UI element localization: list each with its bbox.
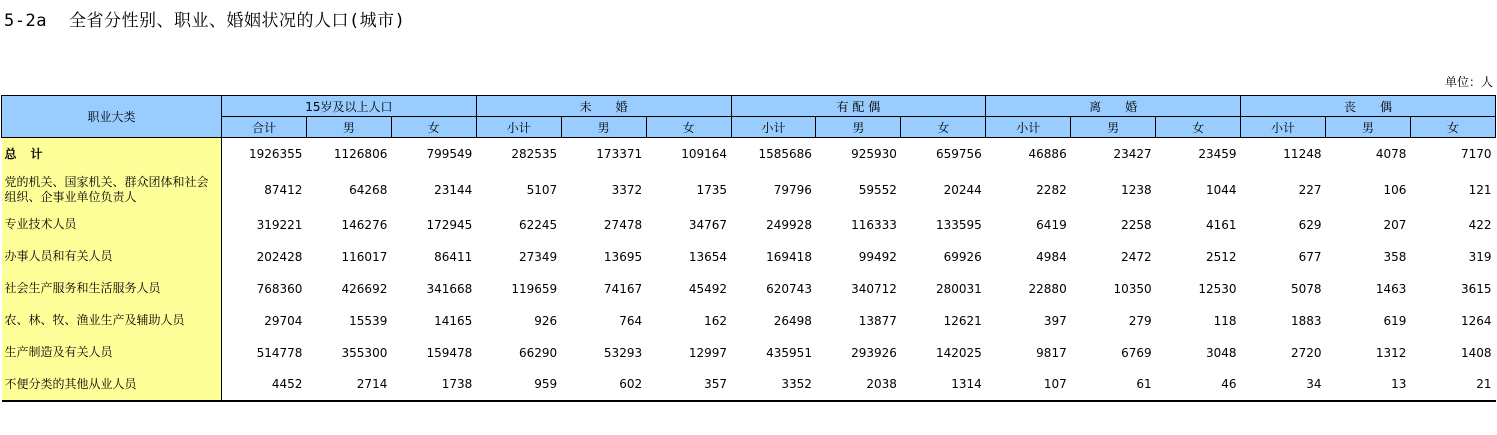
row-label: 农、林、牧、渔业生产及辅助人员 (2, 305, 222, 337)
table-cell: 23427 (1113, 147, 1152, 162)
table-cell: 4161 (1206, 217, 1237, 232)
table-cell: 2472 (1121, 249, 1152, 264)
table-cell: 13 (1325, 369, 1410, 401)
row-label: 办事人员和有关人员 (2, 241, 222, 273)
table-cell: 133595 (935, 217, 982, 232)
table-cell: 280031 (935, 281, 982, 296)
table-cell: 3352 (731, 369, 816, 401)
table-cell: 620743 (766, 281, 812, 296)
table-row (2, 241, 1496, 273)
column-header: 女 (1156, 117, 1241, 138)
table-cell: 162 (704, 313, 728, 328)
table-cell: 106 (1383, 182, 1407, 197)
table-cell: 227 (1298, 182, 1322, 197)
table-cell: 1044 (1206, 182, 1237, 197)
table-cell: 34 (1241, 369, 1326, 401)
table-cell: 53293 (603, 345, 643, 360)
column-header: 男 (1071, 117, 1156, 138)
table-cell: 119659 (511, 281, 558, 296)
table-cell: 1738 (391, 369, 476, 401)
table-row (2, 369, 1496, 401)
table-cell: 4078 (1375, 147, 1407, 162)
population-table (1, 95, 1496, 402)
column-header: 女 (391, 117, 476, 138)
stub-header: 职业大类 (2, 96, 222, 138)
table-row (2, 209, 1496, 241)
table-cell: 925930 (851, 147, 897, 162)
table-cell: 27478 (603, 217, 643, 232)
table-body (2, 138, 1496, 401)
group-header: 15岁及以上人口 (222, 96, 477, 117)
table-cell: 66290 (519, 345, 558, 360)
table-cell: 34767 (688, 217, 728, 232)
table-row (2, 138, 1496, 171)
table-cell: 422 (1468, 217, 1492, 232)
table-row (2, 337, 1496, 369)
table-cell: 45492 (688, 281, 728, 296)
table-cell: 2038 (816, 369, 901, 401)
table-cell: 87412 (264, 182, 303, 197)
table-cell: 3372 (611, 182, 643, 197)
table-cell: 61 (1071, 369, 1156, 401)
table-cell: 46 (1156, 369, 1241, 401)
column-header: 男 (1325, 117, 1410, 138)
table-cell: 3615 (1460, 281, 1492, 296)
table-cell: 62245 (519, 217, 558, 232)
row-label: 专业技术人员 (2, 209, 222, 241)
table-cell: 282535 (511, 147, 558, 162)
column-header: 小计 (986, 117, 1071, 138)
table-cell: 13654 (688, 249, 728, 264)
table-cell: 173371 (596, 147, 643, 162)
table-cell: 2282 (1036, 182, 1067, 197)
table-cell: 121 (1468, 182, 1492, 197)
table-cell: 69926 (943, 249, 982, 264)
table-cell: 3048 (1206, 345, 1237, 360)
table-cell: 12530 (1198, 281, 1237, 296)
table-cell: 116017 (341, 249, 388, 264)
table-cell: 5078 (1290, 281, 1322, 296)
table-cell: 926 (534, 313, 558, 328)
table-cell: 21 (1410, 369, 1495, 401)
table-cell: 172945 (426, 217, 473, 232)
group-header: 丧 偶 (1241, 96, 1496, 117)
column-header: 男 (816, 117, 901, 138)
table-cell: 23459 (1198, 147, 1237, 162)
table-cell: 340712 (851, 281, 897, 296)
table-cell: 159478 (426, 345, 473, 360)
table-cell: 9817 (1036, 345, 1067, 360)
table-cell: 677 (1298, 249, 1322, 264)
row-label: 生产制造及有关人员 (2, 337, 222, 369)
column-header: 合计 (222, 117, 307, 138)
table-cell: 764 (619, 313, 643, 328)
table-row (2, 305, 1496, 337)
table-cell: 319 (1468, 249, 1492, 264)
table-cell: 79796 (773, 182, 812, 197)
table-cell: 959 (476, 369, 561, 401)
table-cell: 279 (1128, 313, 1152, 328)
table-cell: 20244 (943, 182, 982, 197)
table-cell: 602 (561, 369, 646, 401)
page-title (4, 6, 405, 31)
table-row (2, 273, 1496, 305)
table-cell: 355300 (341, 345, 388, 360)
table-cell: 169418 (766, 249, 812, 264)
table-cell: 397 (1043, 313, 1067, 328)
table-cell: 12621 (943, 313, 982, 328)
table-cell: 6769 (1121, 345, 1152, 360)
table-cell: 118 (1213, 313, 1237, 328)
table-cell: 74167 (603, 281, 643, 296)
table-cell: 358 (1383, 249, 1407, 264)
table-cell: 1312 (1375, 345, 1407, 360)
table-code: 5-2a (4, 11, 47, 31)
column-header: 小计 (731, 117, 816, 138)
column-header: 小计 (476, 117, 561, 138)
group-header: 离 婚 (986, 96, 1241, 117)
table-cell: 64268 (349, 182, 388, 197)
table-cell: 23144 (434, 182, 473, 197)
row-label: 不便分类的其他从业人员 (2, 369, 222, 401)
table-cell: 619 (1383, 313, 1407, 328)
table-cell: 1735 (696, 182, 728, 197)
table-cell: 14165 (434, 313, 473, 328)
table-cell: 107 (986, 369, 1071, 401)
row-label: 社会生产服务和生活服务人员 (2, 273, 222, 305)
table-cell: 2714 (306, 369, 391, 401)
table-cell: 13877 (858, 313, 897, 328)
table-cell: 59552 (858, 182, 897, 197)
table-cell: 1926355 (248, 147, 303, 162)
table-cell: 249928 (766, 217, 812, 232)
table-cell: 1264 (1460, 313, 1492, 328)
table-cell: 1126806 (333, 147, 388, 162)
table-cell: 46886 (1028, 147, 1067, 162)
column-header: 小计 (1241, 117, 1326, 138)
table-cell: 293926 (851, 345, 897, 360)
group-header: 有 配 偶 (731, 96, 986, 117)
table-cell: 207 (1383, 217, 1407, 232)
table-cell: 2512 (1206, 249, 1237, 264)
table-cell: 1463 (1375, 281, 1407, 296)
table-cell: 99492 (858, 249, 897, 264)
table-cell: 1314 (901, 369, 986, 401)
table-cell: 11248 (1283, 147, 1322, 162)
table-cell: 435951 (766, 345, 812, 360)
group-header: 未 婚 (476, 96, 731, 117)
column-header: 男 (561, 117, 646, 138)
table-cell: 7170 (1460, 147, 1492, 162)
table-cell: 357 (646, 369, 731, 401)
table-cell: 86411 (434, 249, 473, 264)
table-cell: 4984 (1036, 249, 1067, 264)
column-header: 女 (901, 117, 986, 138)
table-cell: 27349 (519, 249, 558, 264)
column-header: 女 (646, 117, 731, 138)
table-cell: 768360 (256, 281, 303, 296)
table-cell: 13695 (603, 249, 643, 264)
row-label: 总 计 (2, 138, 222, 171)
table-cell: 142025 (935, 345, 982, 360)
table-cell: 15539 (349, 313, 388, 328)
table-cell: 5107 (526, 182, 558, 197)
table-cell: 6419 (1036, 217, 1067, 232)
table-cell: 22880 (1028, 281, 1067, 296)
table-cell: 1585686 (758, 147, 812, 162)
sub-header-row (2, 117, 1496, 138)
group-header-row (2, 96, 1496, 117)
table-cell: 799549 (426, 147, 473, 162)
table-cell: 341668 (426, 281, 473, 296)
table-cell: 109164 (681, 147, 728, 162)
table-cell: 116333 (851, 217, 897, 232)
table-cell: 202428 (256, 249, 303, 264)
table-cell: 659756 (935, 147, 982, 162)
column-header: 女 (1410, 117, 1495, 138)
table-cell: 629 (1298, 217, 1322, 232)
row-label: 党的机关、国家机关、群众团体和社会组织、企事业单位负责人 (2, 171, 222, 209)
table-cell: 26498 (773, 313, 812, 328)
table-cell: 12997 (688, 345, 728, 360)
table-cell: 319221 (256, 217, 303, 232)
unit-label: 单位：人 (1444, 75, 1493, 89)
table-cell: 1238 (1121, 182, 1152, 197)
table-cell: 2720 (1290, 345, 1322, 360)
table-cell: 146276 (341, 217, 388, 232)
table-cell: 514778 (256, 345, 303, 360)
table-cell: 1408 (1460, 345, 1492, 360)
table-cell: 29704 (264, 313, 303, 328)
table-cell: 2258 (1121, 217, 1152, 232)
column-header: 男 (306, 117, 391, 138)
table-row (2, 171, 1496, 209)
table-cell: 426692 (341, 281, 388, 296)
table-cell: 10350 (1113, 281, 1152, 296)
table-title: 全省分性别、职业、婚姻状况的人口(城市) (68, 11, 406, 31)
table-cell: 4452 (222, 369, 307, 401)
table-cell: 1883 (1290, 313, 1322, 328)
